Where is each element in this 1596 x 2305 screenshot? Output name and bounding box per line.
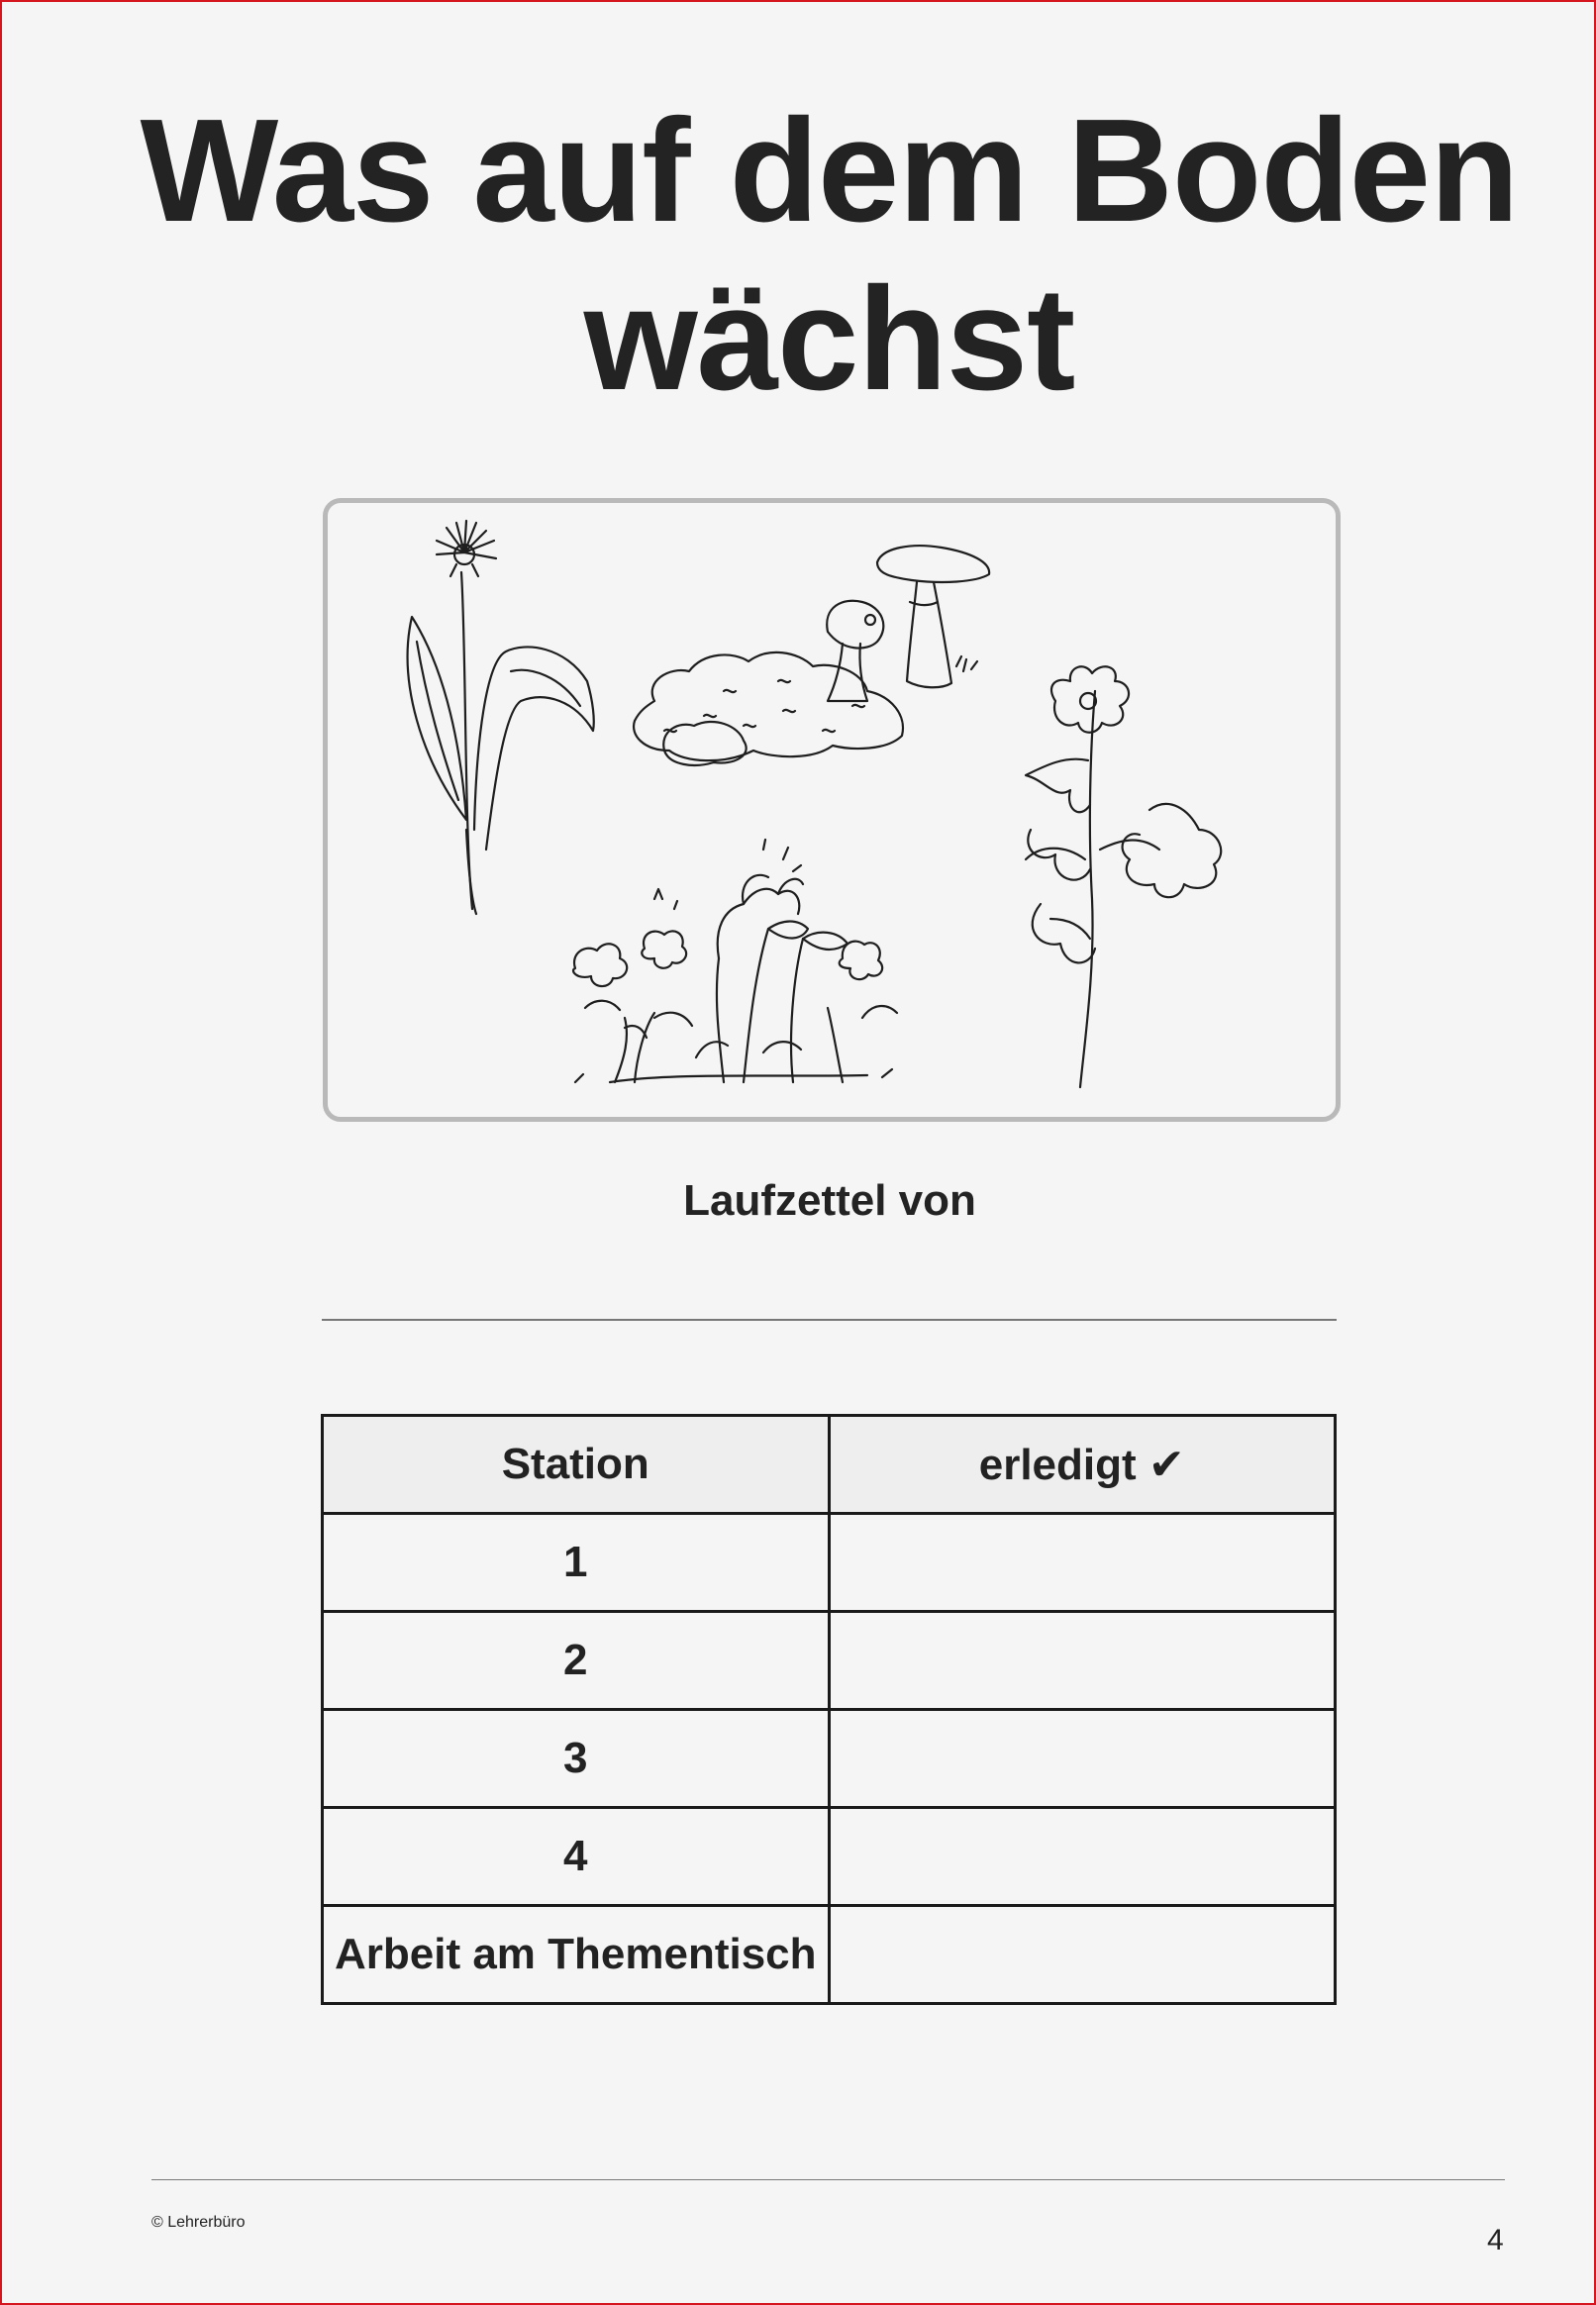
wild-garlic-icon — [408, 521, 594, 914]
station-cell: 4 — [323, 1808, 830, 1906]
station-cell: 2 — [323, 1612, 830, 1710]
station-cell: 1 — [323, 1514, 830, 1612]
done-cell[interactable] — [829, 1710, 1336, 1808]
table-row — [323, 1514, 1336, 1612]
done-cell[interactable] — [829, 1514, 1336, 1612]
station-table — [321, 1414, 1337, 2005]
table-row — [323, 1710, 1336, 1808]
title-line-2: wächst — [583, 257, 1075, 421]
copyright: © Lehrerbüro — [151, 2214, 246, 2231]
clover-herbs-icon — [573, 840, 897, 1082]
anemone-icon — [1026, 666, 1221, 1087]
laufzettel-label: Laufzettel von — [683, 1176, 976, 1225]
done-cell[interactable] — [829, 1906, 1336, 2004]
table-row — [323, 1612, 1336, 1710]
page-title — [0, 87, 1596, 424]
done-cell[interactable] — [829, 1808, 1336, 1906]
name-line — [322, 1319, 1337, 1321]
station-cell: 3 — [323, 1710, 830, 1808]
title-line-1: Was auf dem Boden — [140, 89, 1519, 252]
table-row — [323, 1808, 1336, 1906]
footer-divider — [151, 2179, 1505, 2180]
done-cell[interactable] — [829, 1612, 1336, 1710]
moss-mushrooms-icon — [634, 546, 989, 765]
table-row — [323, 1906, 1336, 2004]
header-station: Station — [323, 1416, 830, 1514]
page-number: 4 — [1487, 2224, 1504, 2256]
table-header-row — [323, 1416, 1336, 1514]
header-done: erledigt ✔ — [829, 1416, 1336, 1514]
illustration-box — [323, 498, 1341, 1122]
station-cell: Arbeit am Thementisch — [323, 1906, 830, 2004]
